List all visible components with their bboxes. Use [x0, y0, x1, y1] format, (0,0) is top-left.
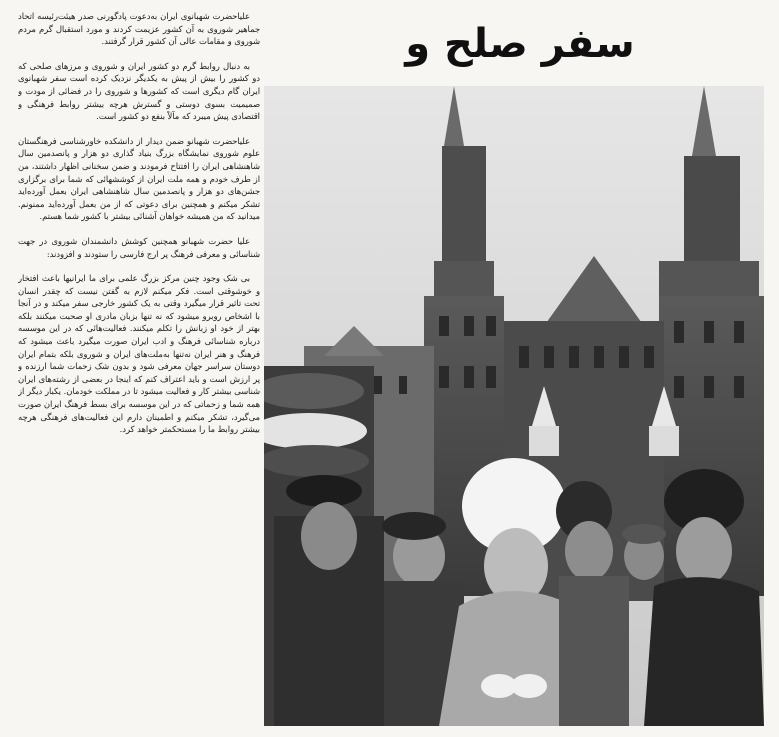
- article-paragraph: بی شک وجود چنین مرکز بزرگ علمی برای ما ایرانیها باعث افتخار و خوشوقتی است. فکر میکنم لازم به گفتن نیست که چقدر انسان تحت تاثیر قرار میگیرد وقتی به یک کشور خارجی سفر میکند و در آنجا با اشخاص روبرو میشود که نه تنها بزبان مادری او صحبت میکنند بلکه بهتر از خود او زبانش را تکلم میکنند. فعالیت‌هائی که در این موسسه درباره شناسائی فرهنگ و ادب ایران صورت میگیرد باعث میشود که فرهنگ و هنر ایران نه‌تنها به‌ملت‌های ایران و شوروی بلکه بتمام ایران دوستان سراسر جهان معرفی شود و بدون شک زحمات شما ارزنده و پر ارزش است و باید اعتراف کنم که اینجا در بعضی از رشته‌های ایران شناسی بیشتر کار و فعالیت میشود تا در مملکت خودمان. یکبار دیگر از همه شما و زحماتی که در این موسسه برای بسط فرهنگ ایران صورت می‌گیرد، تشکر میکنم و اطمینان دارم این فعالیت‌های فرهنگی هرچه بیشتر روابط ما را مستحکمتر خواهد کرد.: [18, 273, 260, 435]
- article-paragraph: علیا حضرت شهبانو همچنین کوشش دانشمندان شوروی در جهت شناسائی و معرفی فرهنگ پر ارج فارسی را ستودند و افزودند:: [18, 235, 260, 259]
- crowd: [274, 458, 764, 726]
- article-headline: سفر صلح و: [405, 21, 635, 67]
- article-body: [18, 10, 260, 730]
- article-paragraph: علیاحضرت شهبانو ضمن دیدار از دانشکده خاورشناسی فرهنگستان علوم شوروی نمایشگاه بزرگ بنیاد گذاری دو هزار و پانصدمین سال شاهنشاهی ایران را افتتاح فرمودند و ضمن سخنانی اظهار داشتند، من از طرف خودم و همه ملت ایران از کوششهائی که شما برای برگزاری جشن‌های دو هزار و پانصدمین سال شاهنشاهی ایران بعمل آورده‌اید تشکر میکنم و همچنین برای دعوتی که از من بعمل آورده‌اید ممنونم. میدانید که من همیشه خواهان آشنائی بیشتر با کشور شما هستم.: [18, 135, 260, 222]
- article-paragraph: علیاحضرت شهبانوی ایران به‌دعوت پادگورنی صدر هیئت‌رئیسه اتحاد جماهیر شوروی به آن کشور عزیمت کردند و مورد استقبال گرم مردم شوروی و مقامات عالی آن کشور قرار گرفتند.: [18, 11, 260, 47]
- news-photo-illustration: [264, 86, 764, 726]
- news-photo: [264, 86, 764, 726]
- article-paragraph: به دنبال روابط گرم دو کشور ایران و شوروی و مرزهای صلحی که دو کشور را بیش از پیش به یکدیگر نزدیک کرده است سفر شهبانوی ایران گام دیگری است که کشورها و شوروی را در فضائی از مودت و صمیمیت بسوی دوستی و گسترش هرچه بیشتر روابط فرهنگی و اقتصادی پیش میبرد که مآلاً بنفع دو کشور است.: [18, 60, 260, 122]
